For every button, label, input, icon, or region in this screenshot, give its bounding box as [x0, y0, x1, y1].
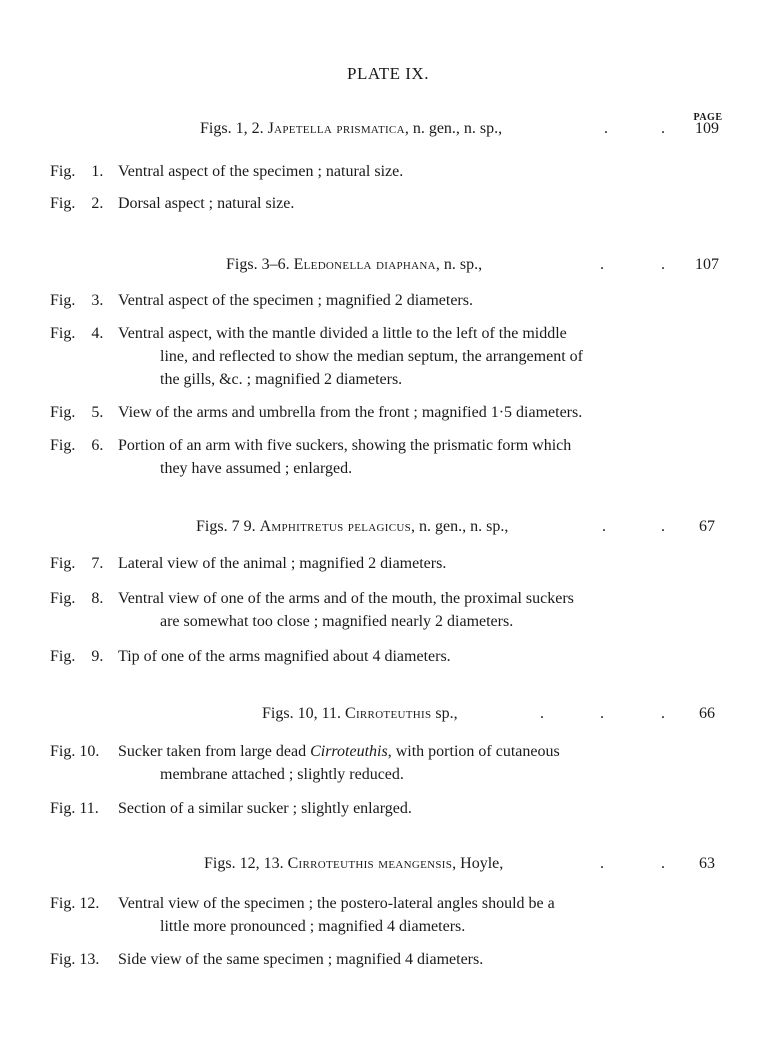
figure-caption — [50, 587, 680, 633]
leader-dot: . — [602, 518, 606, 535]
leader-dot: . — [540, 705, 544, 722]
caption-line: Ventral aspect of the specimen ; natural size. — [118, 163, 404, 180]
group-title: Figs. 7 9. Amphitretus pelagicus, n. gen., n. sp., — [196, 518, 509, 535]
page-number: 66 — [699, 705, 715, 722]
figure-caption — [50, 645, 680, 668]
figure-group-heading — [0, 705, 776, 727]
figure-caption — [50, 192, 680, 215]
leader-dot: . — [661, 855, 665, 872]
caption-line: Ventral view of the specimen ; the postero-lateral angles should be a — [118, 895, 555, 912]
leader-dot: . — [661, 120, 665, 137]
group-title: Figs. 12, 13. Cirroteuthis meangensis, Hoyle, — [204, 855, 504, 872]
caption-line: Ventral aspect, with the mantle divided a little to the left of the middle — [118, 325, 567, 342]
figure-label: Fig. 4. — [50, 325, 104, 342]
figure-label: Fig. 7. — [50, 555, 104, 572]
caption-line: Side view of the same specimen ; magnified 4 diameters. — [118, 951, 484, 968]
caption-line: they have assumed ; enlarged. — [160, 460, 353, 477]
leader-dot: . — [604, 120, 608, 137]
leader-dot: . — [661, 705, 665, 722]
plate-title: PLATE IX. — [347, 64, 429, 83]
figure-label: Fig. 5. — [50, 404, 104, 421]
caption-line: Tip of one of the arms magnified about 4 diameters. — [118, 648, 451, 665]
figure-caption — [50, 434, 680, 480]
figure-label: Fig. 8. — [50, 590, 104, 607]
figure-caption — [50, 797, 680, 820]
caption-line: little more pronounced ; magnified 4 diameters. — [160, 918, 466, 935]
figure-group-heading — [0, 256, 776, 278]
figure-label: Fig. 1. — [50, 163, 104, 180]
caption-line: Section of a similar sucker ; slightly enlarged. — [118, 800, 412, 817]
page-number: 109 — [695, 120, 719, 137]
caption-line: Ventral aspect of the specimen ; magnified 2 diameters. — [118, 292, 473, 309]
figure-group-heading — [0, 120, 776, 142]
figure-label: Fig. 11. — [50, 800, 99, 817]
caption-line: membrane attached ; slightly reduced. — [160, 766, 404, 783]
figure-group-heading — [0, 855, 776, 877]
page-number: 67 — [699, 518, 715, 535]
figure-caption — [50, 160, 680, 183]
caption-line: Ventral view of one of the arms and of the mouth, the proximal suckers — [118, 590, 574, 607]
caption-line: Lateral view of the animal ; magnified 2 diameters. — [118, 555, 447, 572]
page-number: 63 — [699, 855, 715, 872]
leader-dot: . — [600, 855, 604, 872]
figure-label: Fig. 9. — [50, 648, 104, 665]
figure-label: Fig. 2. — [50, 195, 104, 212]
group-title: Figs. 3–6. Eledonella diaphana, n. sp., — [226, 256, 483, 273]
figure-caption — [50, 289, 680, 312]
leader-dot: . — [600, 705, 604, 722]
figure-label: Fig. 13. — [50, 951, 100, 968]
caption-line: Sucker taken from large dead Cirroteuthis, with portion of cutaneous — [118, 743, 560, 760]
caption-line: Dorsal aspect ; natural size. — [118, 195, 295, 212]
figure-label: Fig. 12. — [50, 895, 100, 912]
leader-dot: . — [661, 518, 665, 535]
figure-caption — [50, 322, 680, 391]
figure-caption — [50, 740, 680, 786]
leader-dot: . — [600, 256, 604, 273]
figure-caption — [50, 552, 680, 575]
caption-line: View of the arms and umbrella from the front ; magnified 1·5 diameters. — [118, 404, 583, 421]
caption-line: line, and reflected to show the median septum, the arrangement of — [160, 348, 583, 365]
caption-line: are somewhat too close ; magnified nearly 2 diameters. — [160, 613, 514, 630]
figure-label: Fig. 3. — [50, 292, 104, 309]
page-number: 107 — [695, 256, 719, 273]
figure-caption — [50, 892, 680, 938]
figure-caption — [50, 948, 680, 971]
figure-caption — [50, 401, 680, 424]
leader-dot: . — [661, 256, 665, 273]
caption-line: Portion of an arm with five suckers, showing the prismatic form which — [118, 437, 572, 454]
figure-group-heading — [0, 518, 776, 540]
group-title: Figs. 1, 2. Japetella prismatica, n. gen., n. sp., — [200, 120, 503, 137]
figure-label: Fig. 6. — [50, 437, 104, 454]
figure-label: Fig. 10. — [50, 743, 100, 760]
page-column-label: PAGE — [693, 112, 723, 123]
caption-line: the gills, &c. ; magnified 2 diameters. — [160, 371, 403, 388]
group-title: Figs. 10, 11. Cirroteuthis sp., — [262, 705, 458, 722]
